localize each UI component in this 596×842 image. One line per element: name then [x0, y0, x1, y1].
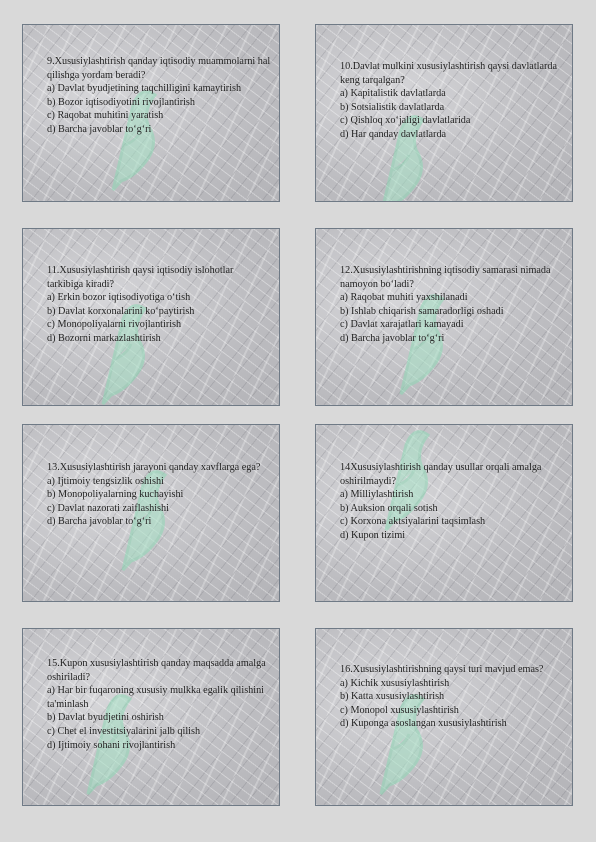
question-title: 15.Kupon xususiylashtirish qanday maqsadda amalga oshiriladi?	[47, 658, 266, 683]
answer-option: d) Bozorni markazlashtirish	[47, 332, 161, 344]
question-title: 9.Xususiylashtirish qanday iqtisodiy muammolarni hal qilishga yordam beradi?	[47, 56, 271, 81]
question-card	[22, 24, 280, 202]
answer-option: b) Monopoliyalarning kuchayishi	[47, 489, 184, 501]
answer-option: b) Ishlab chiqarish samaradorligi oshadi	[340, 305, 504, 317]
question-text-block	[340, 60, 564, 142]
question-title: 16.Xususiylashtirishning qaysi turi mavjud emas?	[340, 664, 544, 675]
answer-option: b) Davlat korxonalarini ko‘paytirish	[47, 305, 195, 317]
question-card	[22, 228, 280, 406]
answer-option: d) Barcha javoblar to‘g‘ri	[47, 123, 152, 135]
answer-option: c) Davlat xarajatlari kamayadi	[340, 319, 464, 331]
answer-option: a) Kichik xususiylashtirish	[340, 677, 450, 689]
question-title: 12.Xususiylashtirishning iqtisodiy samarasi nimada namoyon bo‘ladi?	[340, 265, 551, 290]
answer-option: d) Har qanday davlatlarda	[340, 128, 447, 140]
answer-option: a) Har bir fuqaroning xususiy mulkka egalik qilishini ta'minlash	[47, 685, 265, 710]
question-text-block	[47, 264, 271, 346]
answer-option: a) Davlat byudjetining taqchilligini kamaytirish	[47, 83, 242, 95]
question-text-block	[47, 55, 271, 137]
answer-option: d) Barcha javoblar to‘g‘ri	[47, 516, 152, 528]
answer-option: d) Kupon tizimi	[340, 529, 406, 541]
question-card	[315, 228, 573, 406]
answer-option: d) Kuponga asoslangan xususiylashtirish	[340, 718, 507, 730]
answer-option: d) Ijtimoiy sohani rivojlantirish	[47, 739, 176, 751]
question-card	[315, 24, 573, 202]
question-card	[22, 424, 280, 602]
answer-option: a) Raqobat muhiti yaxshilanadi	[340, 292, 468, 304]
question-card	[315, 628, 573, 806]
question-text-block	[47, 461, 271, 529]
answer-option: c) Davlat nazorati zaiflashishi	[47, 502, 169, 514]
answer-option: b) Sotsialistik davlatlarda	[340, 101, 445, 113]
question-text-block	[340, 461, 564, 543]
answer-option: b) Bozor iqtisodiyotini rivojlantirish	[47, 96, 195, 108]
answer-option: a) Erkin bozor iqtisodiyotiga o‘tish	[47, 292, 191, 304]
question-title: 11.Xususiylashtirish qaysi iqtisodiy islohotlar tarkibiga kiradi?	[47, 265, 234, 290]
answer-option: c) Qishloq xo‘jaligi davlatlarida	[340, 115, 471, 127]
answer-option: a) Milliylashtirish	[340, 489, 414, 501]
answer-option: a) Ijtimoiy tengsizlik oshishi	[47, 475, 164, 487]
answer-option: c) Korxona aktsiyalarini taqsimlash	[340, 516, 486, 528]
answer-option: b) Katta xususiylashtirish	[340, 691, 445, 703]
answer-option: c) Chet el investitsiyalarini jalb qilish	[47, 725, 201, 737]
question-text-block	[340, 264, 564, 346]
answer-option: c) Monopol xususiylashtirish	[340, 704, 459, 716]
answer-option: b) Davlat byudjetini oshirish	[47, 712, 164, 724]
answer-option: a) Kapitalistik davlatlarda	[340, 88, 446, 100]
question-text-block	[340, 663, 564, 731]
question-card	[22, 628, 280, 806]
question-card	[315, 424, 573, 602]
question-text-block	[47, 657, 271, 752]
answer-option: c) Raqobat muhitini yaratish	[47, 110, 164, 122]
question-title: 14Xususiylashtirish qanday usullar orqali amalga oshirilmaydi?	[340, 462, 542, 487]
answer-option: b) Auksion orqali sotish	[340, 502, 438, 514]
answer-option: c) Monopoliyalarni rivojlantirish	[47, 319, 182, 331]
question-title: 13.Xususiylashtirish jarayoni qanday xavflarga ega?	[47, 462, 261, 473]
answer-option: d) Barcha javoblar to‘g‘ri	[340, 332, 445, 344]
question-title: 10.Davlat mulkini xususiylashtirish qaysi davlatlarda keng tarqalgan?	[340, 61, 558, 86]
